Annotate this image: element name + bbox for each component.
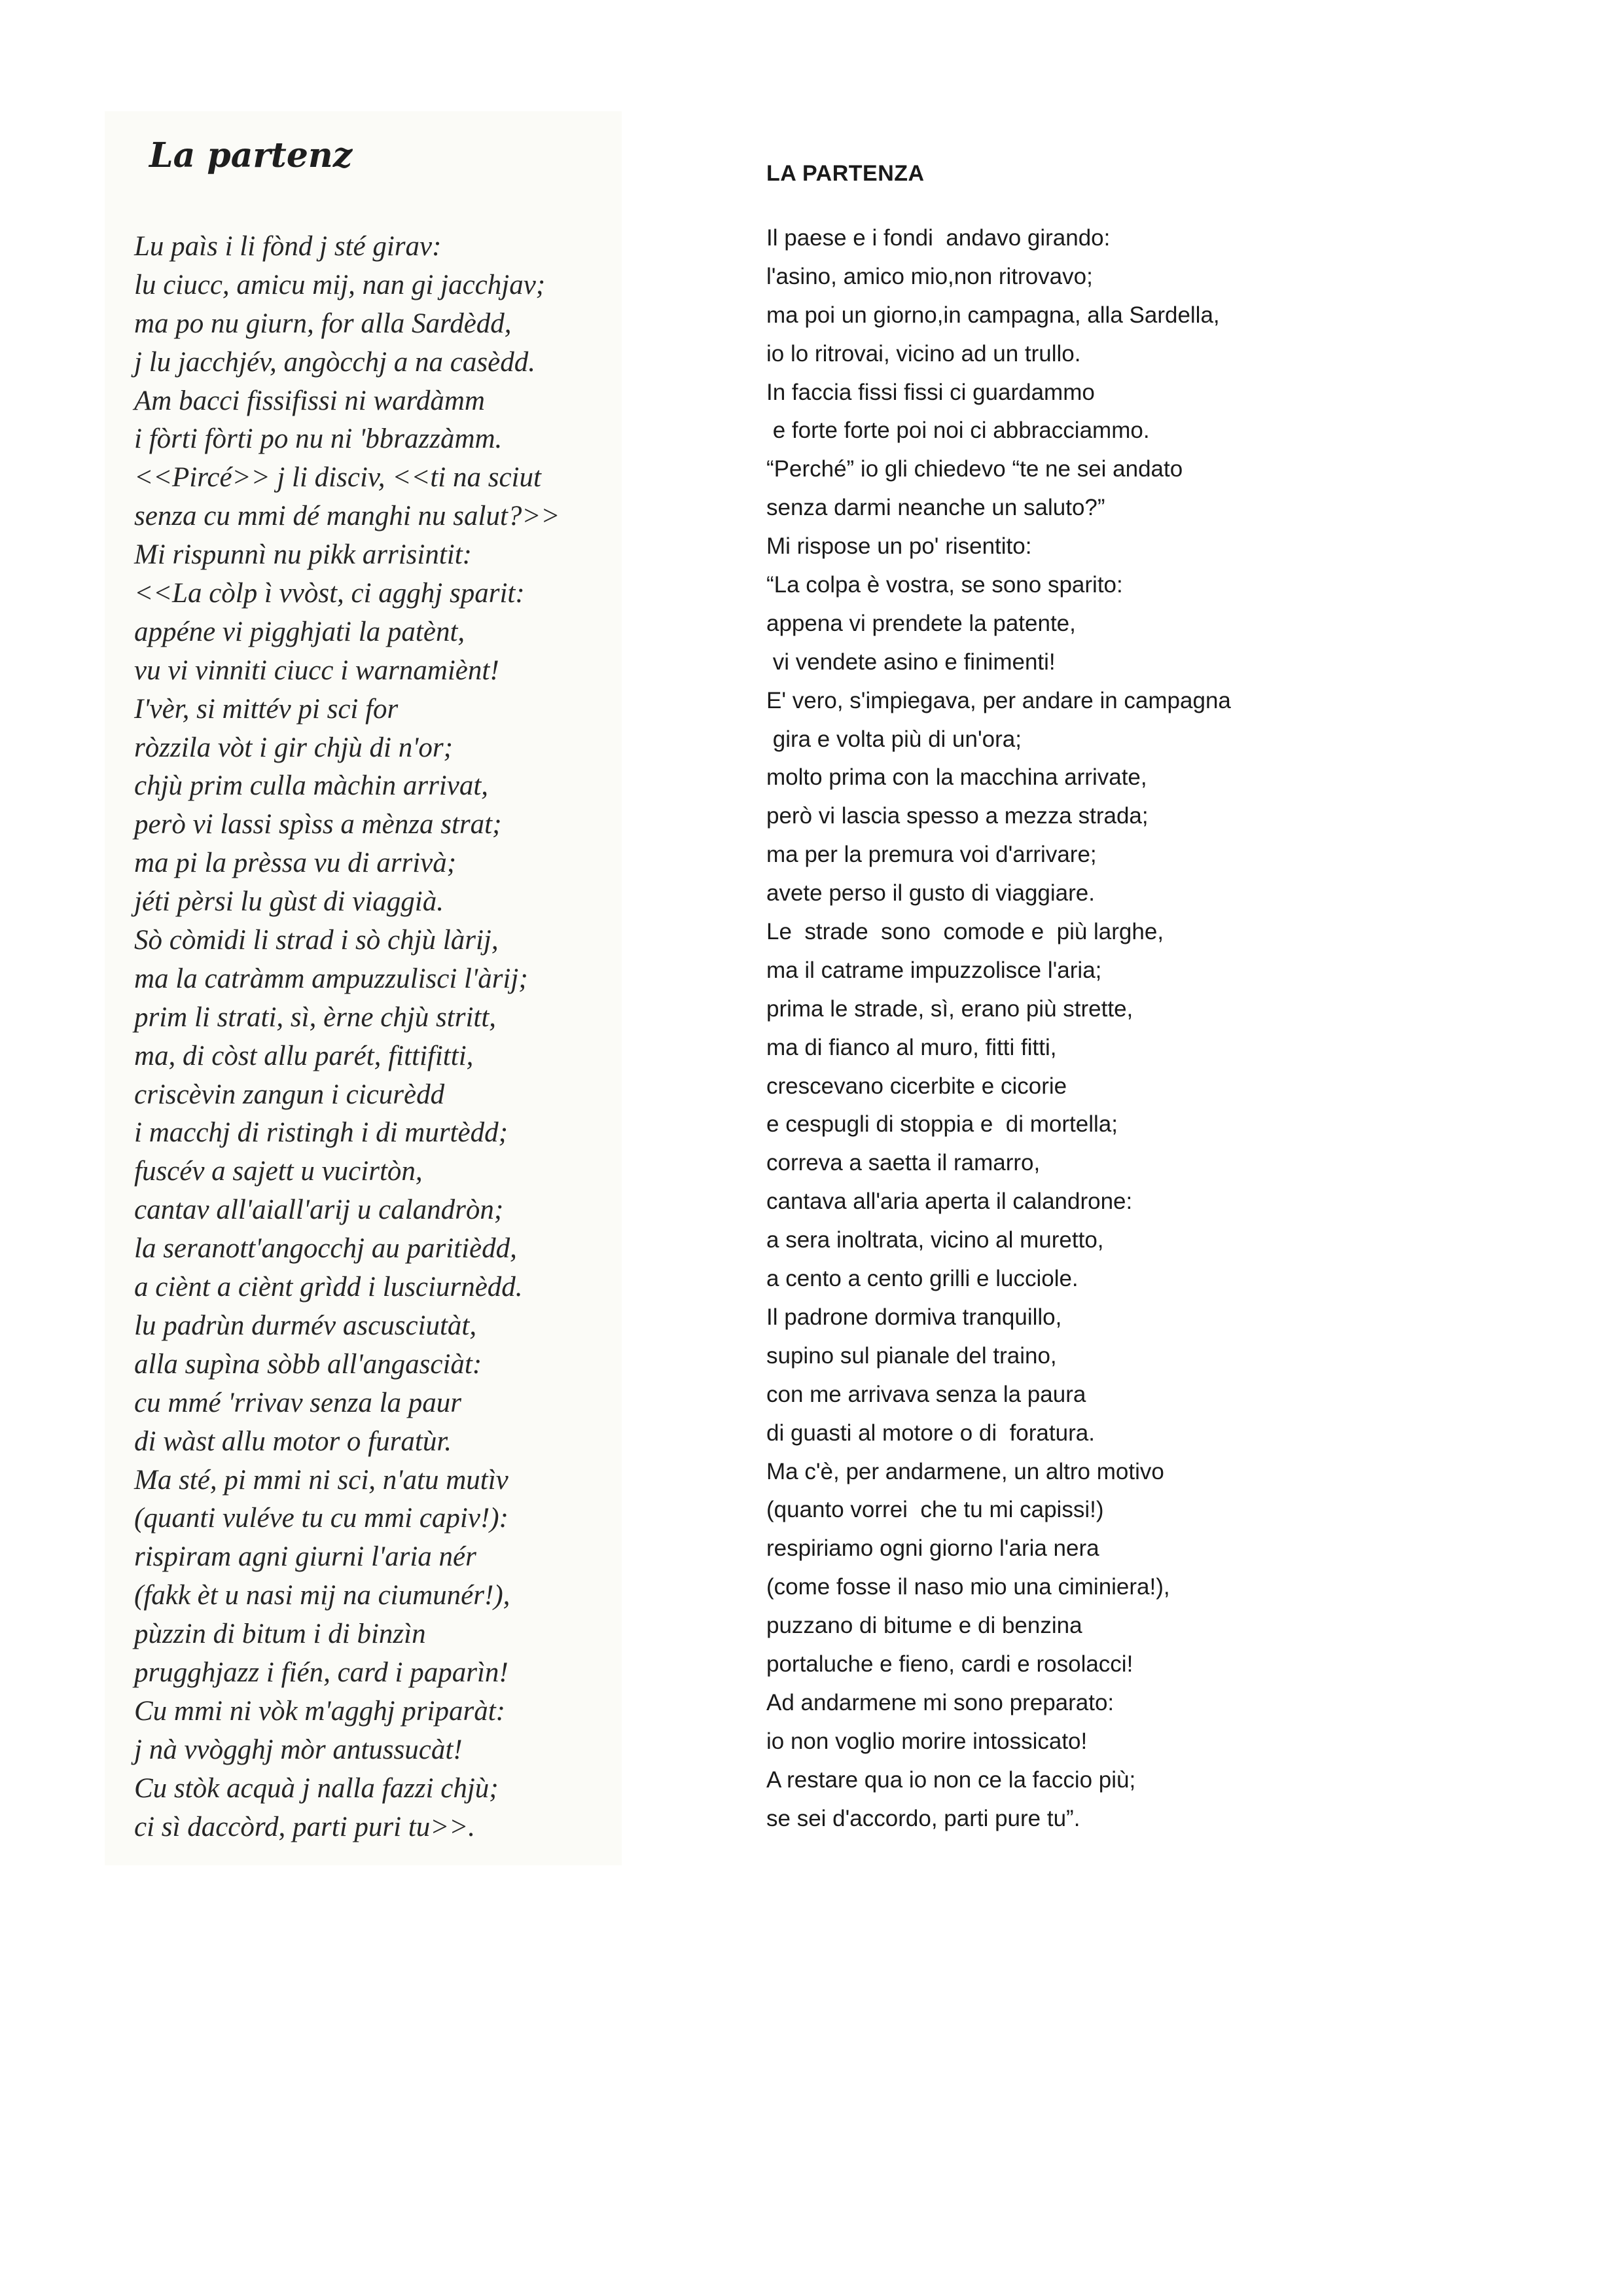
italian-verse-line: (come fosse il naso mio una ciminiera!), [766,1574,1170,1600]
italian-verse-line: Il padrone dormiva tranquillo, [766,1304,1062,1330]
dialect-verse-line: vu vi vinniti ciucc i warnamiènt! [134,655,499,686]
italian-verse-line: e cespugli di stoppia e di mortella; [766,1111,1118,1138]
italian-verse-line: Le strade sono comode e più larghe, [766,919,1164,945]
italian-verse-line: gira e volta più di un'ora; [766,726,1022,752]
italian-verse-line: (quanto vorrei che tu mi capissi!) [766,1497,1104,1523]
italian-verse-line: io lo ritrovai, vicino ad un trullo. [766,340,1081,367]
dialect-verse-line: i fòrti fòrti po nu ni 'bbrazzàmm. [134,423,503,455]
italian-verse-line: E' vero, s'impiegava, per andare in campagna [766,687,1231,713]
italian-verse-line: appena vi prendete la patente, [766,610,1076,636]
dialect-verse-line: (fakk èt u nasi mij na ciumunér!), [134,1580,510,1611]
dialect-verse-line: <<Pircé>> j li disciv, <<ti na sciut [134,462,541,493]
dialect-verse-line: cu mmé 'rrivav senza la paur [134,1387,462,1418]
italian-verse-line: e forte forte poi noi ci abbracciammo. [766,418,1150,444]
dialect-verse-line: Am bacci fissifissi ni wardàmm [134,385,485,416]
dialect-verse-line: appéne vi pigghjati la patènt, [134,616,465,647]
dialect-poem-title: La partenz [149,135,353,175]
italian-verse-line: ma poi un giorno,in campagna, alla Sardella, [766,302,1220,328]
italian-poem-lines [766,219,1231,1838]
italian-verse-line: ma per la premura voi d'arrivare; [766,842,1097,868]
italian-verse-line: avete perso il gusto di viaggiare. [766,880,1095,906]
dialect-verse-line: lu padrùn durmév ascusciutàt, [134,1310,477,1341]
italian-verse-line: Ad andarmene mi sono preparato: [766,1689,1115,1715]
italian-verse-line: “Perché” io gli chiedevo “te ne sei andato [766,456,1183,482]
italian-verse-line: puzzano di bitume e di benzina [766,1613,1082,1639]
italian-poem-title: LA PARTENZA [766,161,925,186]
italian-verse-line: se sei d'accordo, parti pure tu”. [766,1805,1080,1831]
italian-verse-line: senza darmi neanche un saluto?” [766,495,1105,521]
dialect-verse-line: fuscév a sajett u vucirtòn, [134,1156,423,1187]
dialect-verse-line: jéti pèrsi lu gùst di viaggià. [134,886,444,918]
dialect-verse-line: la seranott'angocchj au paritièdd, [134,1233,517,1265]
dialect-verse-line: chjù prim culla màchin arrivat, [134,770,489,802]
italian-verse-line: respiriamo ogni giorno l'aria nera [766,1535,1099,1562]
italian-verse-line: “La colpa è vostra, se sono sparito: [766,572,1123,598]
italian-verse-line: Ma c'è, per andarmene, un altro motivo [766,1458,1164,1484]
italian-verse-line: crescevano cicerbite e cicorie [766,1073,1067,1099]
dialect-verse-line: criscèvin zangun i cicurèdd [134,1079,445,1110]
dialect-verse-line: Cu stòk acquà j nalla fazzi chjù; [134,1772,499,1804]
dialect-verse-line: ci sì daccòrd, parti puri tu>>. [134,1811,476,1842]
italian-verse-line: ma il catrame impuzzolisce l'aria; [766,957,1102,983]
dialect-verse-line: <<La còlp ì vvòst, ci agghj sparit: [134,578,525,609]
italian-verse-line: con me arrivava senza la paura [766,1381,1086,1407]
italian-verse-line: cantava all'aria aperta il calandrone: [766,1189,1133,1215]
italian-verse-line: A restare qua io non ce la faccio più; [766,1767,1136,1793]
dialect-verse-line: pùzzin di bitum i di binzìn [134,1619,426,1650]
italian-verse-line: supino sul pianale del traino, [766,1342,1057,1369]
dialect-verse-line: i macchj di ristingh i di murtèdd; [134,1117,508,1149]
dialect-verse-line: Lu paìs i li fònd j sté girav: [134,231,442,262]
italian-verse-line: Mi rispose un po' risentito: [766,533,1032,560]
dialect-verse-line: alla supìna sòbb all'angasciàt: [134,1348,482,1380]
italian-verse-line: Il paese e i fondi andavo girando: [766,225,1111,251]
dialect-verse-line: ma po nu giurn, for alla Sardèdd, [134,308,512,339]
dialect-verse-line: I'vèr, si mittév pi sci for [134,693,399,725]
dialect-verse-line: Ma sté, pi mmi ni sci, n'atu mutìv [134,1464,508,1496]
italian-verse-line: di guasti al motore o di foratura. [766,1420,1095,1446]
italian-verse-line: a sera inoltrata, vicino al muretto, [766,1227,1104,1253]
dialect-verse-line: Cu mmi ni vòk m'agghj priparàt: [134,1695,505,1727]
dialect-verse-line: cantav all'aiall'arij u calandròn; [134,1194,504,1226]
dialect-verse-line: prim li strati, sì, èrne chjù stritt, [134,1001,497,1033]
italian-verse-line: l'asino, amico mio,non ritrovavo; [766,263,1093,289]
dialect-verse-line: di wàst allu motor o furatùr. [134,1426,452,1457]
italian-verse-line: a cento a cento grilli e lucciole. [766,1266,1079,1292]
dialect-verse-line: j nà vvògghj mòr antussucàt! [134,1734,463,1765]
dialect-verse-line: lu ciucc, amicu mij, nan gi jacchjav; [134,269,546,300]
dialect-verse-line: j lu jacchjév, angòcchj a na casèdd. [134,346,535,378]
italian-verse-line: In faccia fissi fissi ci guardammo [766,379,1095,405]
italian-verse-line: io non voglio morire intossicato! [766,1728,1088,1754]
dialect-verse-line: Sò còmidi li strad i sò chjù làrij, [134,925,499,956]
dialect-verse-line: (quanti vuléve tu cu mmi capiv!): [134,1503,508,1534]
dialect-verse-line: ròzzila vòt i gir chjù di n'or; [134,732,453,763]
dialect-verse-line: rispiram agni giurni l'aria nér [134,1541,476,1573]
italian-verse-line: vi vendete asino e finimenti! [766,649,1056,675]
dialect-verse-line: Mi rispunnì nu pikk arrisintit: [134,539,472,571]
italian-verse-line: portaluche e fieno, cardi e rosolacci! [766,1651,1133,1677]
italian-verse-line: molto prima con la macchina arrivate, [766,764,1147,791]
dialect-poem-lines [134,228,560,1846]
dialect-verse-line: ma, di còst allu parét, fittifitti, [134,1040,474,1071]
dialect-verse-line: senza cu mmi dé manghi nu salut?>> [134,501,560,532]
italian-verse-line: però vi lascia spesso a mezza strada; [766,803,1149,829]
dialect-verse-line: però vi lassi spìss a mènza strat; [134,809,502,840]
italian-verse-line: ma di fianco al muro, fitti fitti, [766,1034,1057,1060]
dialect-verse-line: a ciènt a ciènt grìdd i lusciurnèdd. [134,1272,523,1303]
dialect-verse-line: ma pi la prèssa vu di arrivà; [134,848,457,879]
dialect-verse-line: prugghjazz i fién, card i paparìn! [134,1657,508,1688]
italian-verse-line: prima le strade, sì, erano più strette, [766,996,1133,1022]
dialect-verse-line: ma la catràmm ampuzzulisci l'àrij; [134,963,528,994]
italian-verse-line: correva a saetta il ramarro, [766,1150,1041,1176]
